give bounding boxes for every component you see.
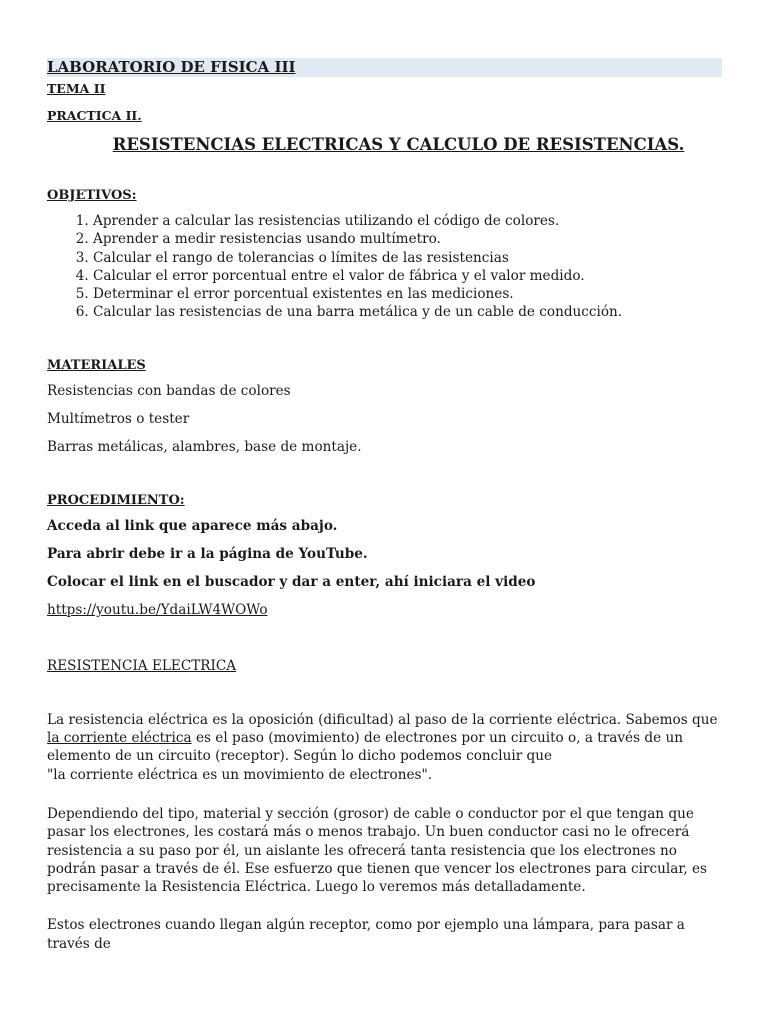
material-item: Multímetros o tester	[47, 410, 190, 427]
document-page	[47, 58, 722, 953]
list-item: 4. Calcular el error porcentual entre el valor de fábrica y el valor medido.	[93, 267, 722, 285]
procedimiento-line: Acceda al link que aparece más abajo.	[47, 517, 338, 534]
procedimiento-heading: PROCEDIMIENTO:	[47, 492, 185, 508]
paragraph-2: Dependiendo del tipo, material y sección (grosor) de cable o conductor por el que tengan que pasar los electrones, les costará más o menos trabajo. Un buen conductor casi no le ofrecerá resistencia a su paso por él, un aislante les ofrecerá tanta resistencia que los electrones no podrán pasar a través de él. Ese esfuerzo que tienen que vencer los electrones para circular, es precisamente la Resistencia Eléctrica. Luego lo veremos más detalladamente.	[47, 805, 707, 896]
paragraph-text: es el paso (movimiento) de electrones por un circuito o, a través de un elemento de un circuito (receptor). Según lo dicho podemos concluir que	[47, 730, 683, 765]
practica-label: PRACTICA II.	[47, 108, 142, 123]
procedimiento-line: Para abrir debe ir a la página de YouTube.	[47, 545, 368, 562]
lab-title: LABORATORIO DE FISICA III	[47, 58, 722, 77]
list-item: 2. Aprender a medir resistencias usando multímetro.	[93, 230, 722, 248]
paragraph-3: Estos electrones cuando llegan algún receptor, como por ejemplo una lámpara, para pasar a través de	[47, 917, 685, 952]
main-title: RESISTENCIAS ELECTRICAS Y CALCULO DE RESISTENCIAS.	[112, 135, 685, 154]
objetivos-heading: OBJETIVOS:	[47, 188, 137, 203]
materiales-heading: MATERIALES	[47, 357, 146, 373]
paragraph-text: La resistencia eléctrica es la oposición (dificultad) al paso de la corriente eléctrica. Sabemos que	[47, 711, 718, 728]
corriente-electrica-link[interactable]: la corriente eléctrica	[47, 730, 192, 747]
youtube-link[interactable]: https://youtu.be/YdaiLW4WOWo	[47, 601, 268, 618]
tema-label: TEMA II	[47, 81, 106, 96]
list-item: 1. Aprender a calcular las resistencias utilizando el código de colores.	[93, 212, 722, 230]
paragraph-1	[47, 711, 722, 784]
procedimiento-line: Colocar el link en el buscador y dar a enter, ahí iniciara el video	[47, 573, 536, 590]
material-item: Resistencias con bandas de colores	[47, 382, 291, 399]
resistencia-heading: RESISTENCIA ELECTRICA	[47, 657, 237, 674]
list-item: 5. Determinar el error porcentual existentes en las mediciones.	[93, 285, 722, 303]
paragraph-quote: "la corriente eléctrica es un movimiento de electrones".	[47, 766, 433, 783]
list-item: 3. Calcular el rango de tolerancias o límites de las resistencias	[93, 249, 722, 267]
material-item: Barras metálicas, alambres, base de montaje.	[47, 438, 362, 455]
list-item: 6. Calcular las resistencias de una barra metálica y de un cable de conducción.	[93, 303, 722, 321]
objetivos-list	[47, 212, 722, 322]
